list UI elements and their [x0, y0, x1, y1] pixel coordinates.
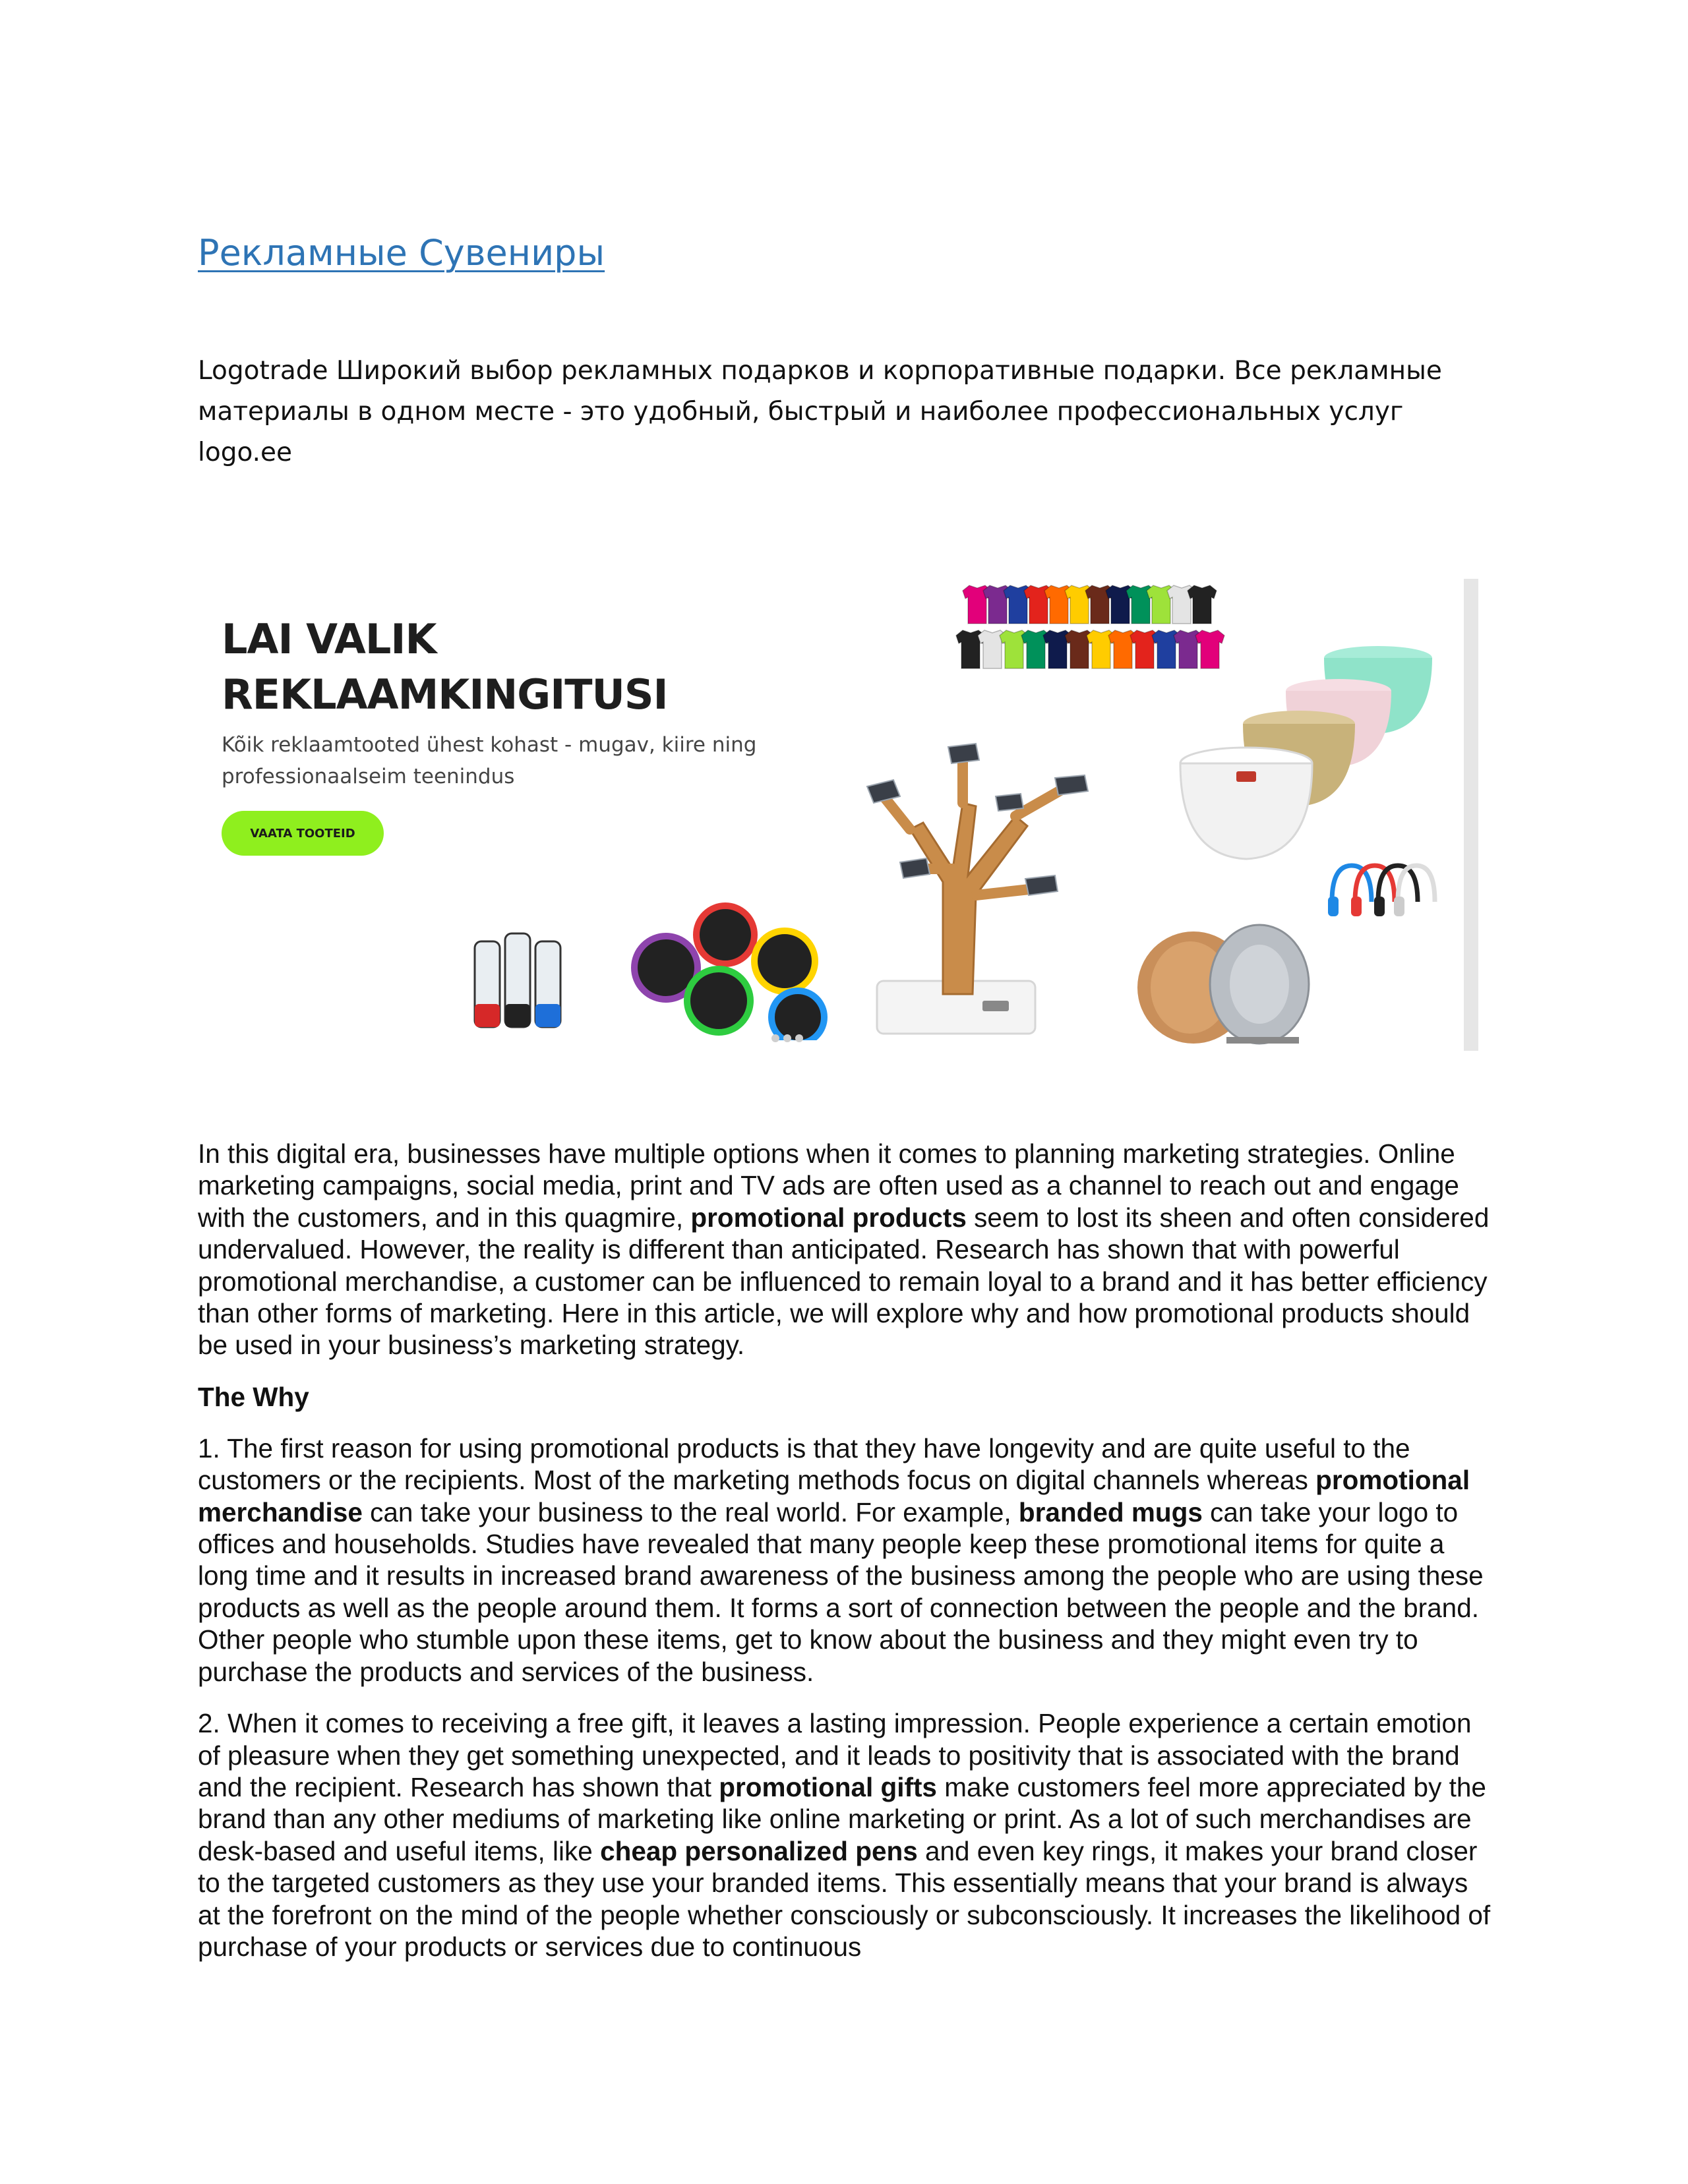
view-products-button[interactable]: VAATA TOOTEID: [222, 811, 384, 856]
article-paragraph-3: 2. When it comes to receiving a free gift, it leaves a lasting impression. People experience a certain emotion of pleasure when they get something unexpected, and it leads to positivity that is associated with the brand and the recipient. Research has shown that promotional gifts make customers feel more appreciated by the brand than any other mediums of marketing like online marketing or print. As a lot of such merchandises are desk-based and useful items, like cheap personalized pens and even key rings, it makes your brand closer to the targeted customers as they use your branded items. This essentially means that your brand is always at the forefront on the mind of the people whether consciously or subconsciously. It increases the likelihood of purchase of your products or services due to continuous: [198, 1708, 1491, 1962]
article-paragraph-2: 1. The first reason for using promotional products is that they have longevity and are quite useful to the customers or the recipients. Most of the marketing methods focus on digital channels whereas promotional merchandise can take your business to the real world. For example, branded mugs can take your logo to offices and households. Studies have revealed that many people keep these promotional items for quite a long time and it results in increased brand awareness of the business among the people who are using these products as well as the people around them. It forms a sort of connection between the people and the brand. Other people who stumble upon these items, get to know about the business and they might even try to purchase the products and services of the business.: [198, 1432, 1484, 1687]
keyword-promotional-gifts: promotional gifts: [719, 1771, 937, 1802]
intro-paragraph: Logotrade Широкий выбор рекламных подарков и корпоративные подарки. Все рекламные материалы в одном месте - это удобный, быстрый и наиболее профессиональных услуг logo.ee: [198, 356, 1442, 467]
shower-speaker-icon: [620, 889, 844, 1040]
wooden-speaker-icon: [1121, 908, 1332, 1047]
banner-subtitle: Kõik reklaamtooted ühest kohast - mugav, kiire ning professionaalseim teenindus: [222, 733, 757, 788]
banner-scroll-edge: [1464, 579, 1478, 1051]
carousel-dots[interactable]: [771, 1034, 807, 1046]
bowl-speaker-icon: [1141, 599, 1451, 875]
keyword-promotional-products: promotional products: [690, 1202, 967, 1233]
promo-banner: [198, 579, 1478, 1051]
keyword-branded-mugs: branded mugs: [1018, 1496, 1203, 1527]
article-body: [198, 1138, 1497, 1982]
page-title-link[interactable]: Рекламные Сувениры: [198, 232, 605, 274]
banner-heading-line2: REKLAAMKINGITUSI: [222, 670, 668, 719]
keyword-cheap-personalized-pens: cheap personalized pens: [600, 1835, 918, 1866]
water-bottle-icon: [468, 928, 567, 1040]
banner-heading-line1: LAI VALIK: [222, 615, 437, 663]
banner-heading: [222, 612, 668, 723]
solar-tree-charger-icon: [864, 717, 1114, 1047]
article-paragraph-1: In this digital era, businesses have multiple options when it comes to planning marketing strategies. Online marketing campaigns, social media, print and TV ads are often used as a channel to reach out and engage with the customers, and in this quagmire, promotional products seem to lost its sheen and often considered undervalued. However, the reality is different than anticipated. Research has shown that with powerful promotional merchandise, a customer can be influenced to remain loyal to a brand and it has better efficiency than other forms of marketing. Here in this article, we will explore why and how promotional products should be used in your business’s marketing strategy.: [198, 1138, 1490, 1361]
headphones-icon: [1325, 856, 1437, 928]
section-heading-why: The Why: [198, 1381, 309, 1412]
keyword-promotional-merchandise: promotional merchandise: [198, 1465, 1470, 1527]
